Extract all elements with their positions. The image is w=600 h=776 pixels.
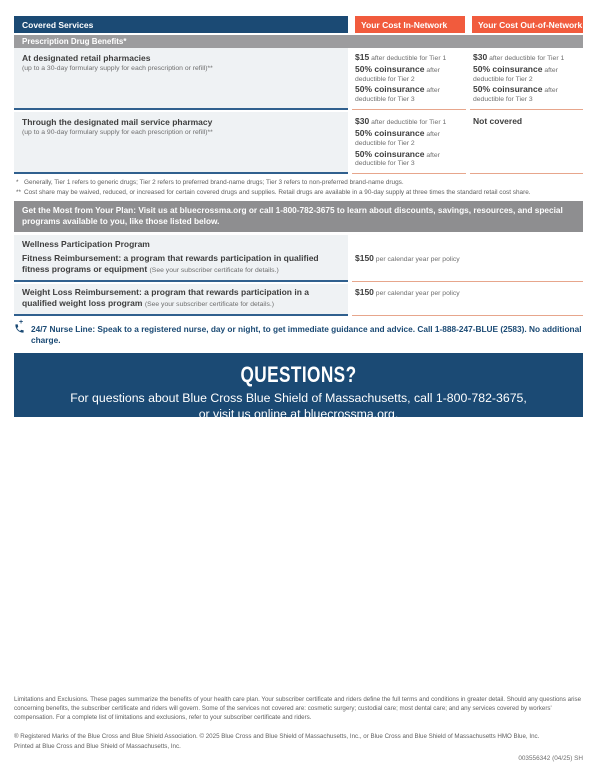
row-title <box>22 287 340 310</box>
wellness-value-cell: $150 per calendar year per policy <box>352 250 583 282</box>
questions-text <box>24 390 573 423</box>
nurse-line <box>14 318 583 346</box>
questions-line-1: For questions about Blue Cross Blue Shield of Massachusetts, call 1-800-782-3675, <box>70 390 527 405</box>
row-title <box>22 253 340 276</box>
wellness-row-title: Fitness Reimbursement: a program that rewards participation in qualified fitness programs or equipment <box>22 253 319 275</box>
limitations-and-exclusions: Limitations and Exclusions. These pages summarize the benefits of your health care plan. Your subscriber certificate and riders define the full terms and conditions in greater detail. Should any questions arise concerning benefits, the subscriber certificate and riders will govern. Some of the services not covered are: cosmetic surgery; custodial care; most dental care; and any services covered by workers' compensation. For a complete list of limitations and exclusions, refer to your subscriber certificate and riders. <box>14 695 582 722</box>
get-the-most-promo-banner: Get the Most from Your Plan: Visit us at bluecrossma.org or call 1-800-782-3675 to learn about discounts, savings, resources, and special programs available to you, like those listed below. <box>14 201 583 232</box>
wellness-header: Wellness Participation Program <box>22 239 150 250</box>
row-description-cell <box>14 48 348 110</box>
wellness-row-weight-loss-reimbursement <box>14 284 583 316</box>
row-description-cell <box>14 112 348 174</box>
footnotes <box>14 178 583 197</box>
wellness-header-row <box>14 235 583 250</box>
cost-cell-out-of-network: Not covered <box>470 112 583 174</box>
footnote-tiers <box>14 178 583 187</box>
cost-cell-out-of-network: $30 after deductible for Tier 1 50% coinsurance after deductible for Tier 2 50% coinsurance after deductible for Tier 3 <box>470 48 583 110</box>
wellness-value-cell: $150 per calendar year per policy <box>352 284 583 316</box>
benefit-row-mail-service-pharmacy <box>14 112 583 174</box>
page-footer <box>14 695 583 762</box>
in-network-column-header: Your Cost In-Network <box>355 16 465 33</box>
row-subtitle: (up to a 90-day formulary supply for each prescription or refill)** <box>22 128 213 136</box>
footnote-symbol: ** <box>16 188 21 196</box>
footnote-cost-share <box>14 188 583 197</box>
questions-line-2: or visit us online at bluecrossma.org. <box>198 407 399 422</box>
benefits-summary-page <box>14 16 583 422</box>
benefits-table-header <box>14 16 583 33</box>
wellness-row-subtitle: (See your subscriber certificate for details.) <box>144 301 275 309</box>
registered-marks-line: ® Registered Marks of the Blue Cross and Blue Shield Association. © 2025 Blue Cross and Blue Shield of Massachusetts, Inc., or Blue Cross and Blue Shield of Massachusetts HMO Blue, Inc. <box>14 733 540 741</box>
cost-cell-in-network: $30 after deductible for Tier 1 50% coinsurance after deductible for Tier 2 50% coinsurance after deductible for Tier 3 <box>352 112 466 174</box>
row-description-cell <box>14 250 348 282</box>
nurse-line-text: 24/7 Nurse Line: Speak to a registered nurse, day or night, to get immediate guidance and advice. Call 1-888-247-BLUE (2583). No additional charge. <box>31 323 582 345</box>
nurse-phone-icon: + <box>14 322 27 335</box>
questions-title: QUESTIONS? <box>240 362 357 387</box>
row-subtitle: (up to a 30-day formulary supply for each prescription or refill)** <box>22 64 213 72</box>
covered-services-header: Covered Services <box>14 16 348 33</box>
wellness-row-subtitle: (See your subscriber certificate for details.) <box>149 267 279 275</box>
row-description-cell <box>14 284 348 316</box>
footnote-text: Generally, Tier 1 refers to generic drugs; Tier 2 refers to preferred brand-name drugs; Tier 3 refers to non-preferred brand-name drugs. <box>24 179 404 187</box>
row-title: At designated retail pharmacies <box>22 53 151 63</box>
wellness-header-cell <box>14 235 348 250</box>
registered-marks <box>14 732 583 751</box>
footnote-text: Cost share may be waived, reduced, or increased for certain covered drugs and supplies. Retail drugs are available in a 90-day supply at three times the standard retail cost share. <box>24 188 531 196</box>
cost-cell-in-network: $15 after deductible for Tier 1 50% coinsurance after deductible for Tier 2 50% coinsurance after deductible for Tier 3 <box>352 48 466 110</box>
wellness-row-fitness-reimbursement <box>14 250 583 282</box>
wellness-row-title: Weight Loss Reimbursement: a program that rewards participation in a qualified weight loss program <box>22 287 310 309</box>
footnote-symbol: * <box>16 179 19 187</box>
questions-banner <box>14 353 583 422</box>
wellness-section <box>14 235 583 316</box>
printed-at-line: Printed at Blue Cross and Blue Shield of Massachusetts, Inc. <box>14 742 181 750</box>
benefit-row-retail-pharmacies <box>14 48 583 110</box>
document-number: 003556342 (04/25) SH <box>518 755 583 762</box>
prescription-drug-benefits-band: Prescription Drug Benefits* <box>14 35 583 48</box>
row-title: Through the designated mail service pharmacy <box>22 117 213 128</box>
out-of-network-column-header: Your Cost Out-of-Network <box>472 16 583 33</box>
